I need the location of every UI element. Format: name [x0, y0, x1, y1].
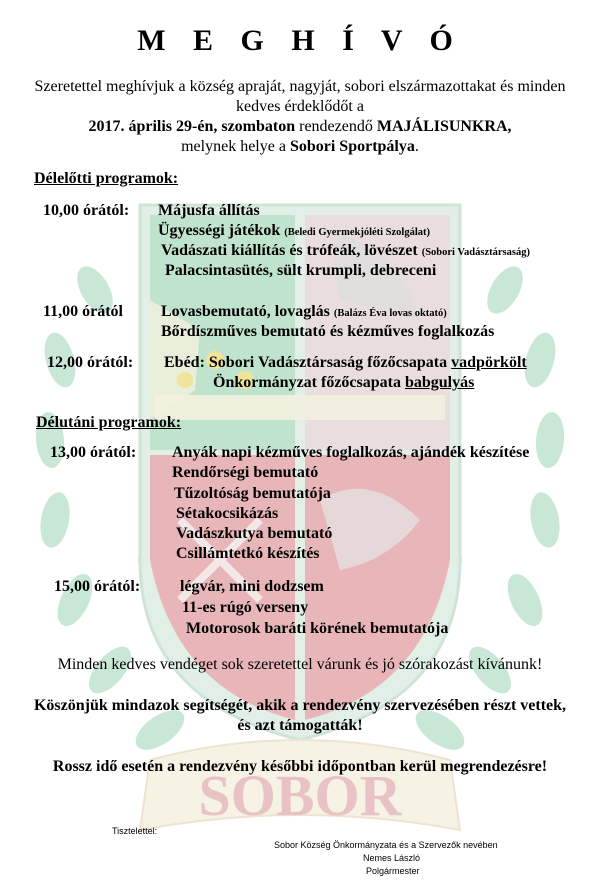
venue-name: Sobori Sportpálya [289, 138, 415, 155]
item-11-2: Bőrdíszműves bemutató és kézműves foglalkozás [161, 323, 495, 340]
afternoon-heading: Délutáni programok: [36, 414, 182, 431]
venue-suffix: . [414, 138, 419, 155]
crest-text: SOBOR [198, 763, 402, 828]
item-11-1-note: (Balázs Éva lovas oktató) [333, 308, 447, 319]
item-15-1: légvár, mini dodzsem [180, 578, 324, 595]
item-15-3: Motorosok baráti körének bemutatója [186, 620, 449, 637]
page-title: M E G H Í V Ó [137, 24, 463, 57]
signature-org: Sobor Község Önkormányzata és a Szervezők nevében [274, 840, 498, 850]
morning-heading: Délelőtti programok: [34, 170, 179, 187]
intro-line-3 [0, 118, 600, 136]
item-10-1: Májusfa állítás [158, 202, 260, 219]
time-13: 13,00 órától: [50, 444, 137, 461]
event-date: 2017. április 29-én, szombaton [88, 118, 296, 135]
thanks-line-1: Köszönjük mindazok segítségét, akik a rendezvény szervezésében részt vettek, [33, 697, 567, 714]
item-13-2: Rendőrségi bemutató [172, 464, 319, 481]
intro-rendezendo: rendezendő [299, 118, 373, 135]
item-12-1-dish: vadpörkölt [451, 354, 527, 371]
item-10-2-note: (Beledi Gyermekjóléti Szolgálat) [284, 227, 431, 238]
event-name: MAJÁLISUNKRA, [376, 118, 512, 135]
item-13-1: Anyák napi kézműves foglalkozás, ajándék készítése [172, 444, 530, 461]
item-12-1-label: Ebéd: Sobori Vadásztársaság főzőcsapata [164, 354, 448, 371]
time-10: 10,00 órától: [43, 202, 130, 219]
item-12-2-dish: babgulyás [404, 374, 475, 391]
item-10-4: Palacsintasütés, sült krumpli, debreceni [165, 262, 437, 279]
venue-prefix: melynek helye a [181, 138, 286, 155]
signature-name: Nemes László [363, 853, 421, 863]
item-10-3 [161, 242, 530, 260]
item-13-4: Sétakocsikázás [176, 505, 279, 522]
item-10-3-label: Vadászati kiállítás és trófeák, lövészet [161, 242, 418, 259]
signature-role: Polgármester [366, 866, 420, 876]
item-13-3: Tűzoltóság bemutatója [174, 485, 331, 502]
time-15: 15,00 órától: [54, 578, 141, 595]
intro-line-1: Szeretettel meghívjuk a község apraját, nagyját, sobori elszármazottakat és minden [34, 78, 566, 95]
item-13-5: Vadászkutya bemutató [176, 525, 333, 542]
item-13-6: Csillámtetkó készítés [176, 545, 320, 562]
time-12: 12,00 órától: [47, 354, 134, 371]
item-15-2: 11-es rúgó verseny [182, 599, 309, 616]
intro-line-4 [0, 138, 600, 156]
item-12-1 [164, 354, 527, 372]
signature-greeting: Tisztelettel: [112, 826, 158, 836]
time-11: 11,00 órától [43, 303, 123, 320]
item-10-2-label: Ügyességi játékok [158, 222, 281, 239]
intro-line-2: kedves érdeklődőt a [236, 98, 364, 115]
crest-banner [140, 740, 460, 830]
welcome-text: Minden kedves vendéget sok szeretettel várunk és jó szórakozást kívánunk! [57, 656, 543, 673]
thanks-line-2: és azt támogatták! [237, 717, 363, 734]
item-12-2-label: Önkormányzat főzőcsapata [213, 374, 401, 391]
item-11-1-label: Lovasbemutató, lovaglás [161, 303, 330, 320]
item-10-3-note: (Sobori Vadásztársaság) [421, 247, 530, 258]
item-12-2 [213, 374, 474, 392]
weather-notice: Rossz idő esetén a rendezvény későbbi időpontban kerül megrendezésre! [52, 758, 548, 775]
item-10-2 [158, 222, 430, 240]
item-11-1 [161, 303, 447, 321]
